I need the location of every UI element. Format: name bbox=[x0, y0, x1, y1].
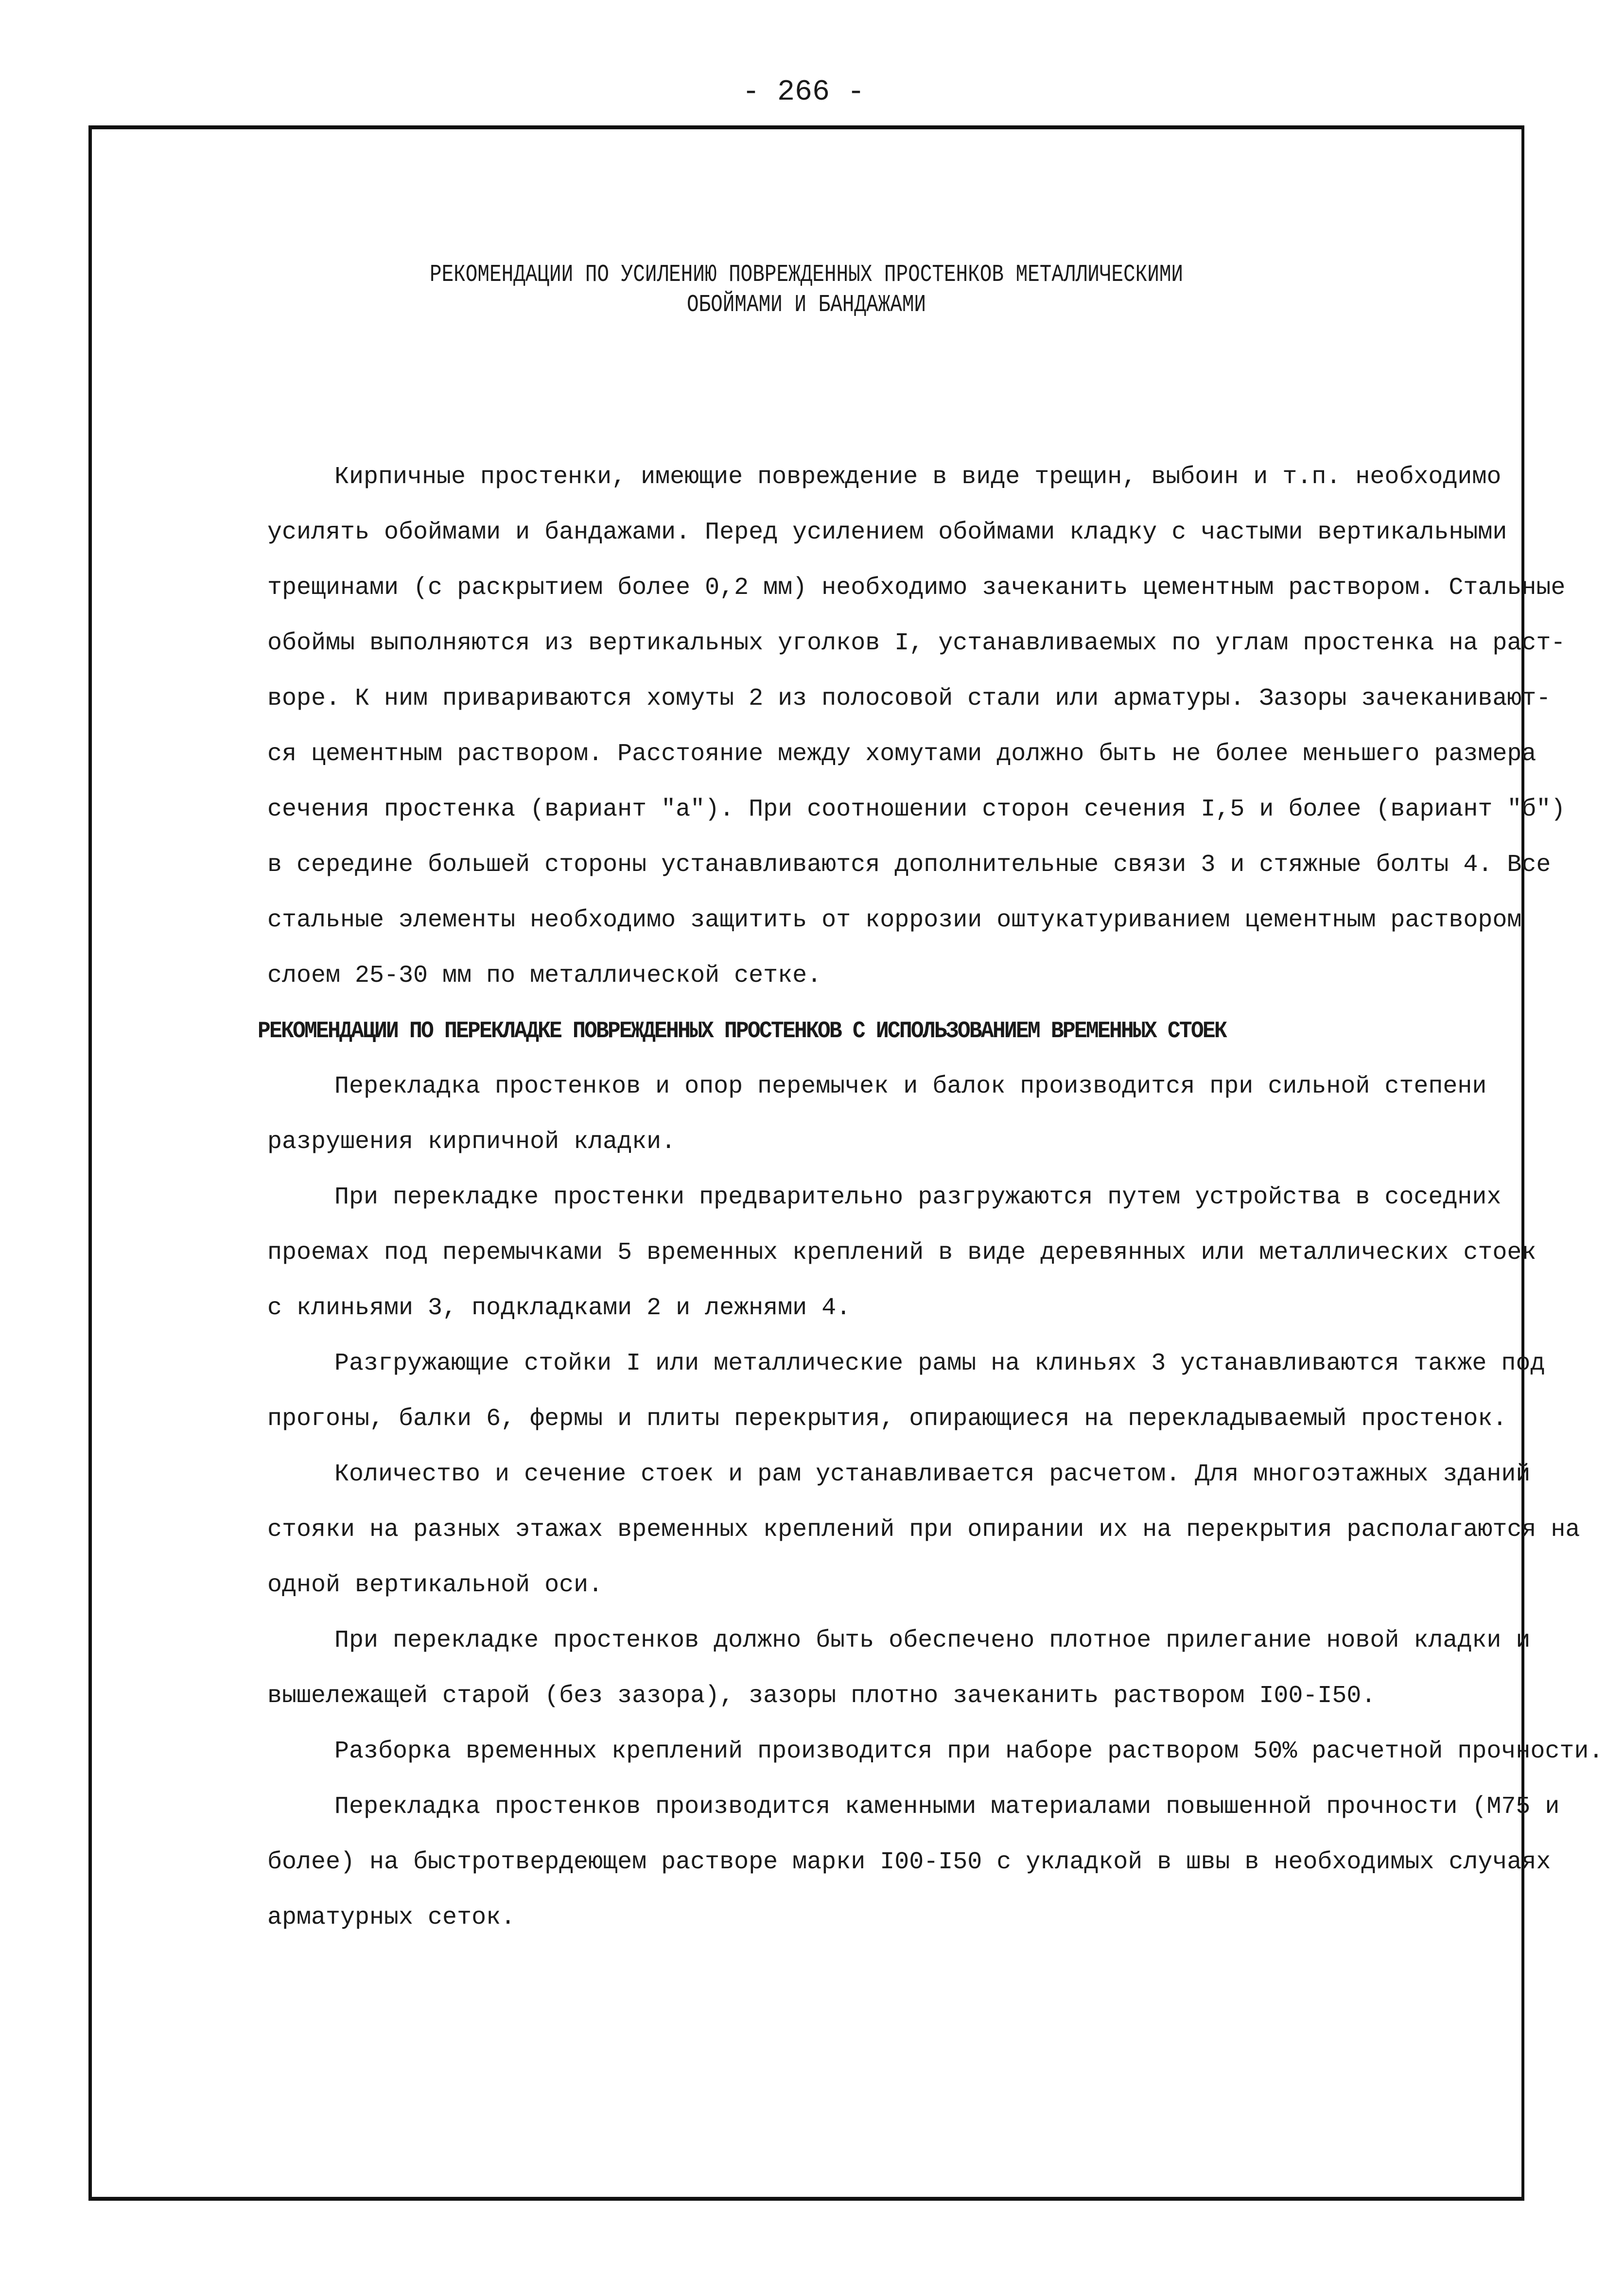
text-line: усилять обоймами и бандажами. Перед усилением обоймами кладку с частыми вертикальными bbox=[267, 519, 1507, 546]
text-line: трещинами (с раскрытием более 0,2 мм) необходимо зачеканить цементным раствором. Стальные bbox=[267, 574, 1566, 602]
text-line: одной вертикальной оси. bbox=[267, 1571, 603, 1599]
text-line: воре. К ним привариваются хомуты 2 из полосовой стали или арматуры. Зазоры зачеканивают- bbox=[267, 685, 1551, 713]
document-title bbox=[218, 260, 1395, 320]
section-heading: РЕКОМЕНДАЦИИ ПО ПЕРЕКЛАДКЕ ПОВРЕЖДЕННЫХ ПРОСТЕНКОВ С ИСПОЛЬЗОВАНИЕМ ВРЕМЕННЫХ СТОЕК bbox=[258, 1018, 1226, 1044]
text-line: более) на быстротвердеющем растворе марки I00-I50 с укладкой в швы в необходимых случаях bbox=[267, 1848, 1551, 1876]
text-line: ся цементным раствором. Расстояние между хомутами должно быть не более меньшего размера bbox=[267, 740, 1537, 768]
text-line: разрушения кирпичной кладки. bbox=[267, 1128, 676, 1156]
section-1 bbox=[267, 450, 1566, 1004]
text-line: проемах под перемычками 5 временных креплений в виде деревянных или металлических стоек bbox=[267, 1239, 1537, 1267]
text-line: вышележащей старой (без зазора), зазоры плотно зачеканить раствором I00-I50. bbox=[267, 1682, 1376, 1710]
text-line: обоймы выполняются из вертикальных уголков I, устанавливаемых по углам простенка на раст- bbox=[267, 629, 1566, 657]
text-line: Разборка временных креплений производится при наборе раствором 50% расчетной прочности. bbox=[334, 1738, 1604, 1765]
text-line: стояки на разных этажах временных креплений при опирании их на перекрытия располагаются на bbox=[267, 1516, 1580, 1544]
text-line: с клиньями 3, подкладками 2 и лежнями 4. bbox=[267, 1294, 851, 1322]
document-body bbox=[258, 450, 1604, 1946]
text-line: При перекладке простенков должно быть обеспечено плотное прилегание новой кладки и bbox=[334, 1627, 1531, 1654]
text-line: слоем 25-30 мм по металлической сетке. bbox=[267, 962, 822, 990]
text-line: сечения простенка (вариант "а"). При соотношении сторон сечения I,5 и более (вариант "б") bbox=[267, 796, 1566, 823]
page-number: - 266 - bbox=[742, 76, 865, 109]
text-line: арматурных сеток. bbox=[267, 1904, 516, 1931]
text-line: При перекладке простенки предварительно разгружаются путем устройства в соседних bbox=[334, 1183, 1502, 1211]
text-line: Перекладка простенков и опор перемычек и балок производится при сильной степени bbox=[334, 1073, 1487, 1100]
text-line: стальные элементы необходимо защитить от коррозии оштукатуриванием цементным раствором bbox=[267, 906, 1522, 934]
text-line: прогоны, балки 6, фермы и плиты перекрытия, опирающиеся на перекладываемый простенок. bbox=[267, 1405, 1507, 1433]
text-line: Кирпичные простенки, имеющие повреждение в виде трещин, выбоин и т.п. необходимо bbox=[334, 463, 1502, 491]
text-line: в середине большей стороны устанавливаются дополнительные связи 3 и стяжные болты 4. Все bbox=[267, 851, 1551, 879]
text-line: Перекладка простенков производится каменными материалами повышенной прочности (М75 и bbox=[334, 1793, 1560, 1821]
text-line: Разгружающие стойки I или металлические рамы на клиньях 3 устанавливаются также под bbox=[334, 1350, 1545, 1377]
title-line-2: ОБОЙМАМИ И БАНДАЖАМИ bbox=[686, 291, 926, 319]
title-line-1: РЕКОМЕНДАЦИИ ПО УСИЛЕНИЮ ПОВРЕЖДЕННЫХ ПРОСТЕНКОВ МЕТАЛЛИЧЕСКИМИ bbox=[429, 261, 1184, 289]
text-line: Количество и сечение стоек и рам устанавливается расчетом. Для многоэтажных зданий bbox=[334, 1461, 1531, 1488]
section-2 bbox=[267, 1059, 1604, 1946]
